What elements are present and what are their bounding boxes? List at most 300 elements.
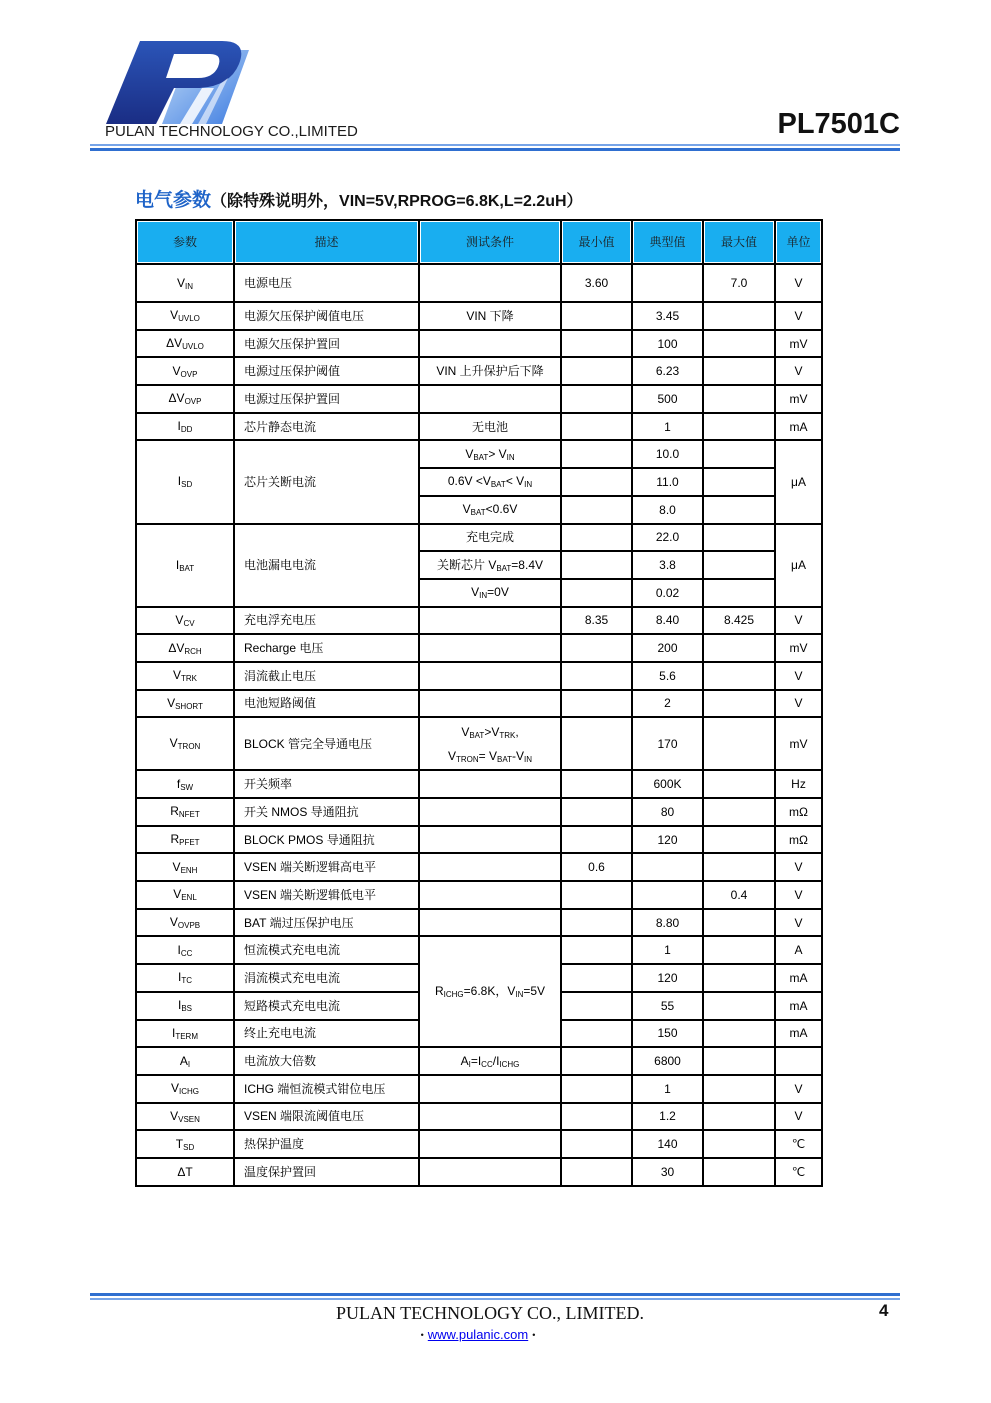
text-line [170, 804, 200, 819]
min-cell [562, 635, 631, 661]
text-segment: 100 [657, 336, 678, 351]
unit-cell [776, 265, 821, 301]
min-cell [562, 937, 631, 963]
text-segment: 单位 [786, 235, 811, 249]
text-segment: mA [789, 970, 808, 985]
text-segment: ℃ [791, 1137, 806, 1152]
condition-cell [420, 552, 560, 578]
text-line [178, 943, 193, 958]
max-cell [704, 993, 774, 1019]
unit-cell [776, 799, 821, 825]
text-segment: 涓流模式充电电流 [244, 970, 341, 985]
description-cell [235, 265, 418, 301]
text-segment: 22.0 [655, 530, 680, 545]
condition-cell [420, 1076, 560, 1102]
text-line [173, 887, 197, 902]
max-cell [704, 265, 774, 301]
max-cell [704, 635, 774, 661]
text-line [167, 696, 203, 711]
typ-cell [633, 1104, 702, 1130]
description-cell [235, 331, 418, 357]
text-segment: V [176, 275, 185, 290]
text-segment: mV [789, 336, 808, 351]
column-header [776, 221, 821, 263]
text-segment: 10.0 [655, 447, 680, 462]
param-cell [137, 1131, 233, 1157]
bullet-left: • [420, 1330, 424, 1340]
text-segment: V [794, 613, 803, 628]
text-segment: 170 [657, 736, 678, 751]
condition-cell [420, 1159, 560, 1185]
text-segment: mΩ [789, 832, 808, 847]
text-line [170, 915, 200, 930]
text-segment: BLOCK 管完全导通电压 [244, 736, 373, 751]
column-header [633, 221, 702, 263]
param-cell [137, 691, 233, 717]
subscript: TRK [499, 730, 516, 740]
max-cell [704, 1076, 774, 1102]
text-segment: 140 [657, 1137, 678, 1152]
text-segment: 30 [660, 1164, 675, 1179]
param-cell [137, 441, 233, 522]
text-segment: 典型值 [649, 235, 686, 249]
page-number: 4 [879, 1301, 889, 1320]
min-cell [562, 1021, 631, 1047]
text-line [175, 613, 194, 628]
text-segment: 充电浮充电压 [244, 613, 317, 628]
typ-cell [633, 358, 702, 384]
unit-cell [776, 1104, 821, 1130]
condition-cell [420, 854, 560, 880]
text-segment: > V [488, 446, 507, 461]
text-segment: 6.23 [655, 364, 680, 379]
description-cell [235, 993, 418, 1019]
text-line [437, 558, 543, 573]
header-rule-thin [90, 144, 900, 146]
unit-cell [776, 965, 821, 991]
unit-cell [776, 1159, 821, 1185]
text-line [180, 1054, 190, 1069]
max-cell [704, 469, 774, 495]
subscript: IN [185, 281, 193, 291]
text-segment: 120 [657, 832, 678, 847]
unit-cell [776, 910, 821, 936]
text-segment: 3.45 [655, 308, 680, 323]
text-segment: 5.6 [659, 668, 676, 683]
condition-cell [420, 265, 560, 301]
column-header [420, 221, 560, 263]
text-segment: V [794, 887, 803, 902]
unit-cell [776, 993, 821, 1019]
param-cell [137, 993, 233, 1019]
text-segment: V [169, 736, 178, 751]
subscript: VSEN [178, 1114, 200, 1124]
description-cell [235, 635, 418, 661]
text-segment: /I [492, 1053, 500, 1068]
max-cell [704, 1104, 774, 1130]
text-segment: V [794, 1109, 803, 1124]
unit-cell [776, 1076, 821, 1102]
text-segment: 8.425 [723, 613, 755, 628]
subscript: ENL [181, 893, 197, 903]
text-segment: 7.0 [730, 276, 748, 290]
min-cell [562, 718, 631, 769]
min-cell [562, 965, 631, 991]
condition-cell [420, 771, 560, 797]
text-segment: 电池短路阈值 [244, 696, 317, 711]
text-segment: 电池漏电电流 [244, 558, 317, 573]
subscript: CC [481, 1059, 493, 1069]
subscript: OVP [184, 397, 202, 407]
condition-cell [420, 691, 560, 717]
text-segment: Hz [791, 777, 806, 792]
min-cell [562, 358, 631, 384]
text-segment: 3.60 [584, 276, 609, 290]
subscript: BS [181, 1004, 192, 1014]
text-segment: I [177, 474, 182, 489]
subscript: PFET [179, 838, 200, 848]
description-cell [235, 771, 418, 797]
subscript: ICHG [179, 1087, 199, 1097]
text-segment: 电源过压保护置回 [244, 391, 341, 406]
bullet-right: • [532, 1330, 536, 1340]
param-cell [137, 882, 233, 908]
min-cell [562, 691, 631, 717]
condition-cell [420, 1048, 560, 1074]
min-cell [562, 663, 631, 689]
subscript: TRK [181, 674, 197, 684]
text-segment: 终止充电电流 [244, 1026, 317, 1041]
unit-cell [776, 882, 821, 908]
typ-cell [633, 937, 702, 963]
text-segment: I [177, 419, 181, 434]
text-segment: 热保护温度 [244, 1137, 305, 1152]
text-segment: I [177, 998, 182, 1013]
description-cell [235, 718, 418, 769]
subscript: TRON [456, 754, 479, 764]
param-cell [137, 303, 233, 329]
subscript: CV [183, 618, 195, 628]
param-cell [137, 718, 233, 769]
text-segment: V [794, 308, 803, 323]
typ-cell [633, 469, 702, 495]
description-cell [235, 910, 418, 936]
column-header [235, 221, 418, 263]
param-cell [137, 854, 233, 880]
text-segment: 0.4 [730, 887, 748, 902]
unit-cell [776, 937, 821, 963]
param-cell [137, 937, 233, 963]
text-segment: 8.80 [655, 915, 680, 930]
text-segment: R [170, 832, 180, 847]
text-segment: 150 [657, 1026, 678, 1041]
text-segment: V [461, 724, 470, 739]
typ-cell [633, 910, 702, 936]
subscript: BAT [469, 730, 485, 740]
description-cell [235, 827, 418, 853]
typ-cell [633, 799, 702, 825]
subscript: UVLO [182, 342, 204, 352]
text-segment: V [462, 502, 471, 517]
text-segment: V [170, 308, 179, 323]
text-segment: ΔV [168, 640, 185, 655]
section-title-main: 电气参数 [135, 190, 212, 211]
param-cell [137, 358, 233, 384]
subscript: BAT [497, 754, 512, 764]
param-cell [137, 1159, 233, 1185]
text-line [170, 308, 200, 323]
min-cell [562, 771, 631, 797]
text-segment: =0V [487, 585, 509, 600]
text-segment: 120 [657, 970, 678, 985]
min-cell [562, 608, 631, 634]
typ-cell [633, 1131, 702, 1157]
unit-cell [776, 663, 821, 689]
text-segment: 最大值 [720, 235, 757, 249]
subscript: IN [515, 990, 524, 1000]
param-cell [137, 965, 233, 991]
text-segment: VSEN 端关断逻辑高电平 [244, 860, 377, 875]
section-title [135, 189, 583, 214]
text-segment: VIN 下降 [466, 308, 514, 323]
subscript: OVPB [177, 921, 201, 931]
subscript: SD [181, 480, 193, 490]
text-line [463, 502, 518, 517]
text-line [176, 558, 194, 573]
text-segment: 无电池 [471, 419, 508, 434]
text-segment: V [172, 363, 181, 378]
description-cell [235, 525, 418, 606]
max-cell [704, 1131, 774, 1157]
text-line [169, 391, 202, 406]
min-cell [562, 414, 631, 440]
description-cell [235, 1159, 418, 1185]
subscript: OVP [180, 369, 198, 379]
max-cell [704, 1048, 774, 1074]
text-segment: VSEN 端限流阈值电压 [244, 1109, 365, 1124]
min-cell [562, 827, 631, 853]
typ-cell [633, 608, 702, 634]
param-cell [137, 910, 233, 936]
text-line [435, 984, 545, 999]
condition-cell [420, 331, 560, 357]
text-segment: V [172, 668, 181, 683]
text-line [173, 364, 198, 379]
text-segment: 1 [664, 943, 671, 958]
min-cell [562, 882, 631, 908]
website-link[interactable]: www.pulanic.com [427, 1327, 529, 1342]
unit-cell [776, 854, 821, 880]
text-segment: I [171, 1025, 176, 1040]
text-segment: 短路模式充电电流 [244, 998, 341, 1013]
subscript: RCH [184, 646, 202, 656]
text-segment: T [175, 1136, 184, 1151]
description-cell [235, 663, 418, 689]
typ-cell [633, 993, 702, 1019]
subscript: DD [180, 425, 193, 435]
text-segment: 8.35 [584, 613, 609, 628]
text-line [173, 860, 198, 875]
condition-cell [420, 414, 560, 440]
text-segment: ΔV [168, 391, 185, 406]
max-cell [704, 303, 774, 329]
text-segment: mA [789, 998, 808, 1013]
text-segment: 电源欠压保护置回 [244, 336, 341, 351]
subscript: BAT [473, 452, 489, 462]
max-cell [704, 827, 774, 853]
typ-cell [633, 965, 702, 991]
min-cell [562, 469, 631, 495]
condition-cell [420, 718, 560, 769]
subscript: BAT [496, 563, 512, 573]
condition-cell [420, 441, 560, 467]
text-segment: 200 [657, 641, 678, 656]
text-segment: 关断芯片 V [436, 557, 497, 572]
text-segment: V [794, 668, 803, 683]
condition-cell [420, 303, 560, 329]
text-segment: <0.6V [485, 502, 518, 517]
min-cell [562, 303, 631, 329]
param-cell [137, 635, 233, 661]
min-cell [562, 265, 631, 301]
param-cell [137, 1048, 233, 1074]
text-segment: V [172, 859, 181, 874]
condition-cell [420, 358, 560, 384]
subscript: UVLO [178, 314, 200, 324]
typ-cell [633, 1048, 702, 1074]
text-line [170, 1109, 200, 1124]
text-segment: A [179, 1053, 188, 1068]
condition-cell [420, 608, 560, 634]
param-cell [137, 771, 233, 797]
param-cell [137, 1021, 233, 1047]
description-cell [235, 358, 418, 384]
typ-cell [633, 265, 702, 301]
subscript: CC [180, 948, 193, 958]
text-segment: 最小值 [578, 235, 615, 249]
text-segment: V [465, 446, 474, 461]
text-segment: 电源欠压保护阈值电压 [244, 308, 365, 323]
text-segment: R [170, 804, 179, 819]
max-cell [704, 497, 774, 523]
min-cell [562, 331, 631, 357]
description-cell [235, 799, 418, 825]
text-segment: -V [512, 748, 524, 763]
unit-cell [776, 303, 821, 329]
text-segment: =I [470, 1053, 482, 1068]
text-segment: ΔV [166, 336, 183, 351]
text-segment: =6.8K，V [463, 984, 516, 999]
subscript: IN [524, 754, 532, 764]
min-cell [562, 799, 631, 825]
unit-cell [776, 691, 821, 717]
text-segment: 2 [664, 696, 671, 711]
unit-cell [776, 386, 821, 412]
typ-cell [633, 771, 702, 797]
param-cell [137, 265, 233, 301]
text-line [177, 276, 193, 291]
typ-cell [633, 827, 702, 853]
text-line [178, 419, 193, 434]
text-segment: 芯片关断电流 [244, 474, 317, 489]
unit-cell [776, 1131, 821, 1157]
max-cell [704, 854, 774, 880]
min-cell [562, 1131, 631, 1157]
text-segment: 8.40 [655, 613, 680, 628]
param-cell [137, 525, 233, 606]
subscript: NFET [178, 810, 200, 820]
text-segment: 涓流截止电压 [244, 668, 317, 683]
text-segment: mΩ [789, 804, 808, 819]
description-cell [235, 937, 418, 963]
max-cell [704, 910, 774, 936]
text-segment: ΔT [177, 1164, 193, 1179]
text-segment: V [794, 860, 803, 875]
unit-cell [776, 635, 821, 661]
text-segment: V [794, 364, 803, 379]
subscript: SHORT [175, 701, 203, 711]
typ-cell [633, 1076, 702, 1102]
text-line [178, 970, 192, 985]
typ-cell [633, 635, 702, 661]
subscript: ICHG [443, 990, 464, 1000]
max-cell [704, 414, 774, 440]
subscript: BAT [490, 480, 506, 490]
subscript: BAT [470, 508, 486, 518]
footer-company-name: PULAN TECHNOLOGY CO., LIMITED. [336, 1303, 644, 1323]
description-cell [235, 303, 418, 329]
text-segment: μA [791, 558, 806, 573]
text-segment: μA [791, 474, 806, 489]
text-line [171, 1081, 199, 1096]
pulan-logo-icon [102, 38, 250, 126]
max-cell [704, 441, 774, 467]
max-cell [704, 552, 774, 578]
text-segment: A [794, 943, 803, 958]
text-segment: 恒流模式充电电流 [244, 943, 341, 958]
min-cell [562, 552, 631, 578]
max-cell [704, 882, 774, 908]
text-line [448, 744, 532, 768]
unit-cell [776, 358, 821, 384]
text-line [178, 474, 192, 489]
max-cell [704, 608, 774, 634]
column-header [562, 221, 631, 263]
typ-cell [633, 497, 702, 523]
param-cell [137, 799, 233, 825]
typ-cell [633, 580, 702, 606]
param-cell [137, 1104, 233, 1130]
text-segment: < V [505, 474, 525, 489]
description-cell [235, 691, 418, 717]
text-segment: V [447, 748, 456, 763]
max-cell [704, 386, 774, 412]
description-cell [235, 1076, 418, 1102]
text-segment: 11.0 [656, 474, 679, 489]
text-segment: I [177, 970, 182, 985]
min-cell [562, 1076, 631, 1102]
typ-cell [633, 414, 702, 440]
text-segment: >V [484, 724, 500, 739]
unit-cell [776, 827, 821, 853]
text-segment: 描述 [314, 235, 339, 249]
unit-cell [776, 525, 821, 606]
text-segment: = V [478, 748, 498, 763]
text-segment: 80 [660, 804, 675, 819]
text-line [461, 1054, 520, 1069]
condition-cell [420, 386, 560, 412]
max-cell [704, 799, 774, 825]
